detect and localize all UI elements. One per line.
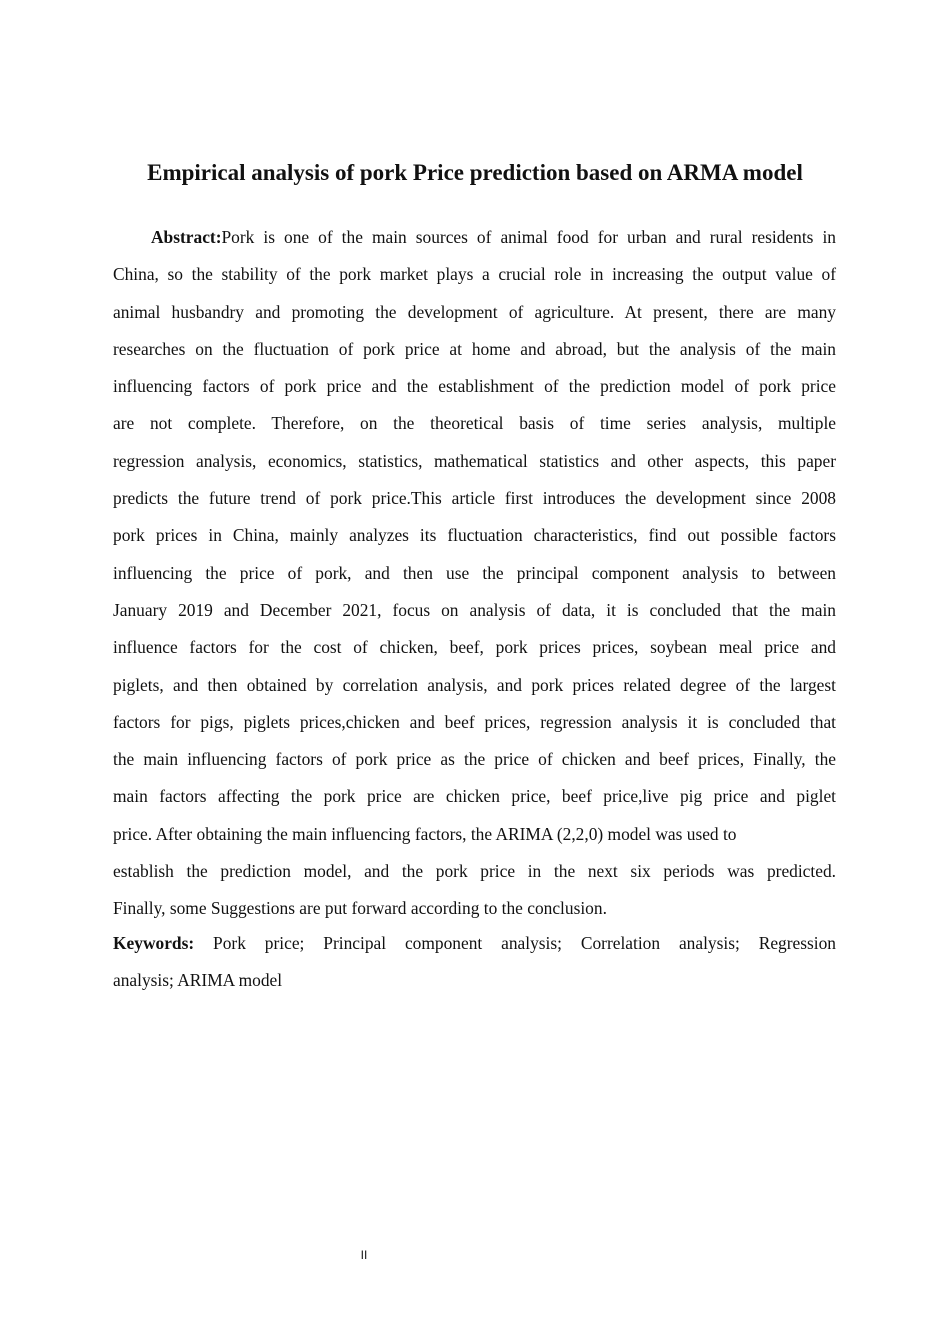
abstract-line: influence factors for the cost of chicken, beef, pork prices prices, soybean meal price and	[113, 637, 836, 658]
page-number: II	[360, 1248, 368, 1262]
keywords-section	[113, 925, 836, 1000]
keywords-line: analysis; ARIMA model	[113, 970, 283, 991]
abstract-line	[113, 219, 836, 256]
abstract-line: influencing factors of pork price and the establishment of the prediction model of pork price	[113, 376, 836, 397]
abstract-line: influencing the price of pork, and then use the principal component analysis to between	[113, 562, 836, 583]
abstract-line: regression analysis, economics, statistics, mathematical statistics and other aspects, this paper	[113, 450, 836, 471]
abstract-line: China, so the stability of the pork market plays a crucial role in increasing the output value of	[113, 264, 836, 285]
abstract-line: are not complete. Therefore, on the theoretical basis of time series analysis, multiple	[113, 413, 836, 434]
abstract-line: Finally, some Suggestions are put forward according to the conclusion.	[113, 898, 607, 919]
abstract-label: Abstract:	[151, 227, 222, 247]
abstract-line: main factors affecting the pork price are chicken price, beef price,live pig price and piglet	[113, 786, 836, 807]
abstract-line: price. After obtaining the main influencing factors, the ARIMA (2,2,0) model was used to	[113, 823, 737, 844]
abstract-section	[113, 219, 836, 928]
abstract-line: piglets, and then obtained by correlation analysis, and pork prices related degree of the largest	[113, 674, 836, 695]
abstract-line: establish the prediction model, and the pork price in the next six periods was predicted.	[113, 861, 836, 882]
keywords-line-text: Pork price; Principal component analysis; Correlation analysis; Regression	[194, 933, 836, 953]
abstract-line-text: Pork is one of the main sources of animal food for urban and rural residents in	[221, 227, 836, 247]
abstract-line: January 2019 and December 2021, focus on analysis of data, it is concluded that the main	[113, 599, 836, 620]
abstract-line: predicts the future trend of pork price.This article first introduces the development since 2008	[113, 488, 836, 509]
abstract-line: animal husbandry and promoting the development of agriculture. At present, there are many	[113, 301, 836, 322]
keywords-line	[113, 925, 836, 962]
abstract-line: the main influencing factors of pork price as the price of chicken and beef prices, Finally, the	[113, 749, 836, 770]
abstract-line: researches on the fluctuation of pork price at home and abroad, but the analysis of the main	[113, 338, 836, 359]
abstract-line: pork prices in China, mainly analyzes its fluctuation characteristics, find out possible factors	[113, 525, 836, 546]
paper-title: Empirical analysis of pork Price prediction based on ARMA model	[147, 160, 803, 185]
abstract-line: factors for pigs, piglets prices,chicken and beef prices, regression analysis it is concluded that	[113, 711, 836, 732]
keywords-label: Keywords:	[113, 933, 195, 953]
